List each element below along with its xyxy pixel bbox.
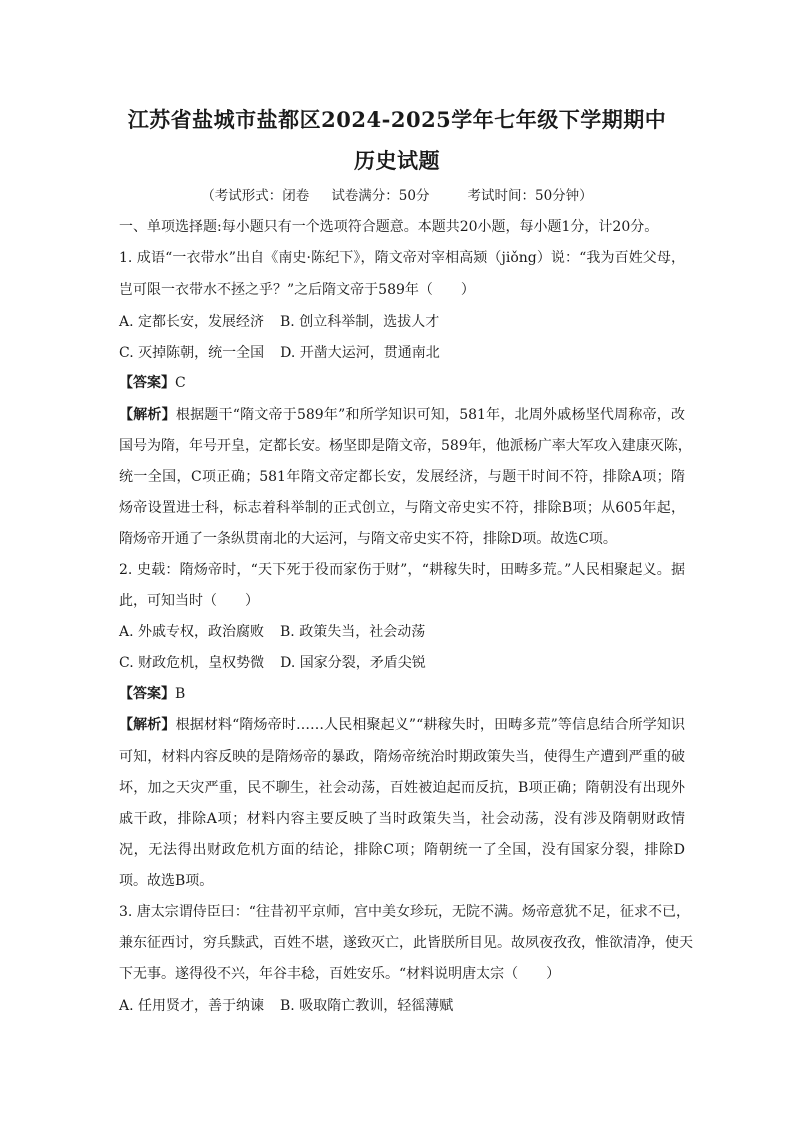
exam-time: 考试时间：50分钟） xyxy=(467,188,593,204)
analysis-line xyxy=(119,716,685,734)
option-row xyxy=(119,344,685,362)
section-heading: 一、单项选择题:每小题只有一个选项符合题意。本题共20小题，每小题1分，计20分。 xyxy=(119,219,659,235)
exam-form: （考试形式：闭卷 xyxy=(201,188,310,204)
analysis-line: 国号为隋，年号开皇，定都长安。杨坚即是隋文帝，589年，他派杨广率大军攻入建康灭陈， xyxy=(119,438,692,454)
option-b: B. 政策失当，社会动荡 xyxy=(280,624,426,640)
answer-line xyxy=(119,685,685,703)
answer-value: C xyxy=(175,375,186,391)
analysis-label: 【解析】 xyxy=(119,407,176,423)
analysis-line: 项。故选B项。 xyxy=(119,873,214,889)
analysis-line: 戚干政，排除A项；材料内容主要反映了当时政策失当，社会动荡，没有涉及隋朝财政情 xyxy=(119,811,685,827)
option-b: B. 吸取隋亡教训，轻徭薄赋 xyxy=(280,998,454,1014)
question-stem-line: 1. 成语“一衣带水”出自《南史·陈纪下》，隋文帝对宰相高颎（jiǒng）说：“我为百姓父母， xyxy=(119,250,685,266)
question-stem-line: 岂可限一衣带水不拯之乎？”之后隋文帝于589年（ ） xyxy=(119,282,475,298)
question-stem-line: 2. 史载：隋炀帝时，“天下死于役而家伤于财”，“耕稼失时，田畴多荒。”人民相聚起义。据 xyxy=(119,562,685,578)
exam-subtitle: 历史试题 xyxy=(354,148,440,173)
option-row xyxy=(119,623,685,641)
option-row xyxy=(119,313,685,331)
question-stem-line: 3. 唐太宗谓侍臣曰：“往昔初平京师，宫中美女珍玩，无院不满。炀帝意犹不足，征求不已， xyxy=(119,904,690,920)
option-d: D. 国家分裂，矛盾尖锐 xyxy=(280,655,426,671)
analysis-line: 坏，加之天灾严重，民不聊生，社会动荡，百姓被迫起而反抗，B项正确；隋朝没有出现外 xyxy=(119,780,685,796)
option-c: C. 灭掉陈朝，统一全国 xyxy=(119,345,265,361)
option-row xyxy=(119,997,685,1015)
option-d: D. 开凿大运河，贯通南北 xyxy=(280,345,440,361)
analysis-line: 隋炀帝开通了一条纵贯南北的大运河，与隋文帝史实不符，排除D项。故选C项。 xyxy=(119,531,617,547)
exam-title: 江苏省盐城市盐都区2024-2025学年七年级下学期期中 xyxy=(127,107,667,132)
option-a: A. 外戚专权，政治腐败 xyxy=(119,624,265,640)
answer-line xyxy=(119,374,685,392)
answer-label: 【答案】 xyxy=(119,686,175,702)
answer-value: B xyxy=(175,686,186,702)
answer-label: 【答案】 xyxy=(119,375,175,391)
exam-score: 试卷满分：50分 xyxy=(331,188,430,204)
exam-meta xyxy=(0,187,794,205)
analysis-line: 可知，材料内容反映的是隋炀帝的暴政，隋炀帝统治时期政策失当，使得生产遭到严重的破 xyxy=(119,749,685,765)
analysis-line: 况，无法得出财政危机方面的结论，排除C项；隋朝统一了全国，没有国家分裂，排除D xyxy=(119,842,685,858)
analysis-line xyxy=(119,406,685,424)
analysis-line: 统一全国，C项正确；581年隋文帝定都长安，发展经济，与题干时间不符，排除A项；隋 xyxy=(119,469,685,485)
option-row xyxy=(119,654,685,672)
analysis-label: 【解析】 xyxy=(119,717,176,733)
analysis-text: 根据材料“隋炀帝时……人民相聚起义”“耕稼失时，田畴多荒”等信息结合所学知识 xyxy=(175,717,685,733)
analysis-text: 根据题干“隋文帝于589年”和所学知识可知，581年，北周外戚杨坚代周称帝，改 xyxy=(175,407,685,423)
option-c: C. 财政危机，皇权势微 xyxy=(119,655,265,671)
question-stem-line: 此，可知当时（ ） xyxy=(119,593,259,609)
analysis-line: 炀帝设置进士科，标志着科举制的正式创立，与隋文帝史实不符，排除B项；从605年起， xyxy=(119,500,685,516)
option-b: B. 创立科举制，选拔人才 xyxy=(280,314,440,330)
option-a: A. 任用贤才，善于纳谏 xyxy=(119,998,265,1014)
question-stem-line: 兼东征西讨，穷兵黩武，百姓不堪，遂致灭亡，此皆朕所目见。故夙夜孜孜，惟欲清净，使天 xyxy=(119,935,693,951)
option-a: A. 定都长安，发展经济 xyxy=(119,314,265,330)
question-stem-line: 下无事。遂得役不兴，年谷丰稔，百姓安乐。“材料说明唐太宗（ ） xyxy=(119,966,561,982)
